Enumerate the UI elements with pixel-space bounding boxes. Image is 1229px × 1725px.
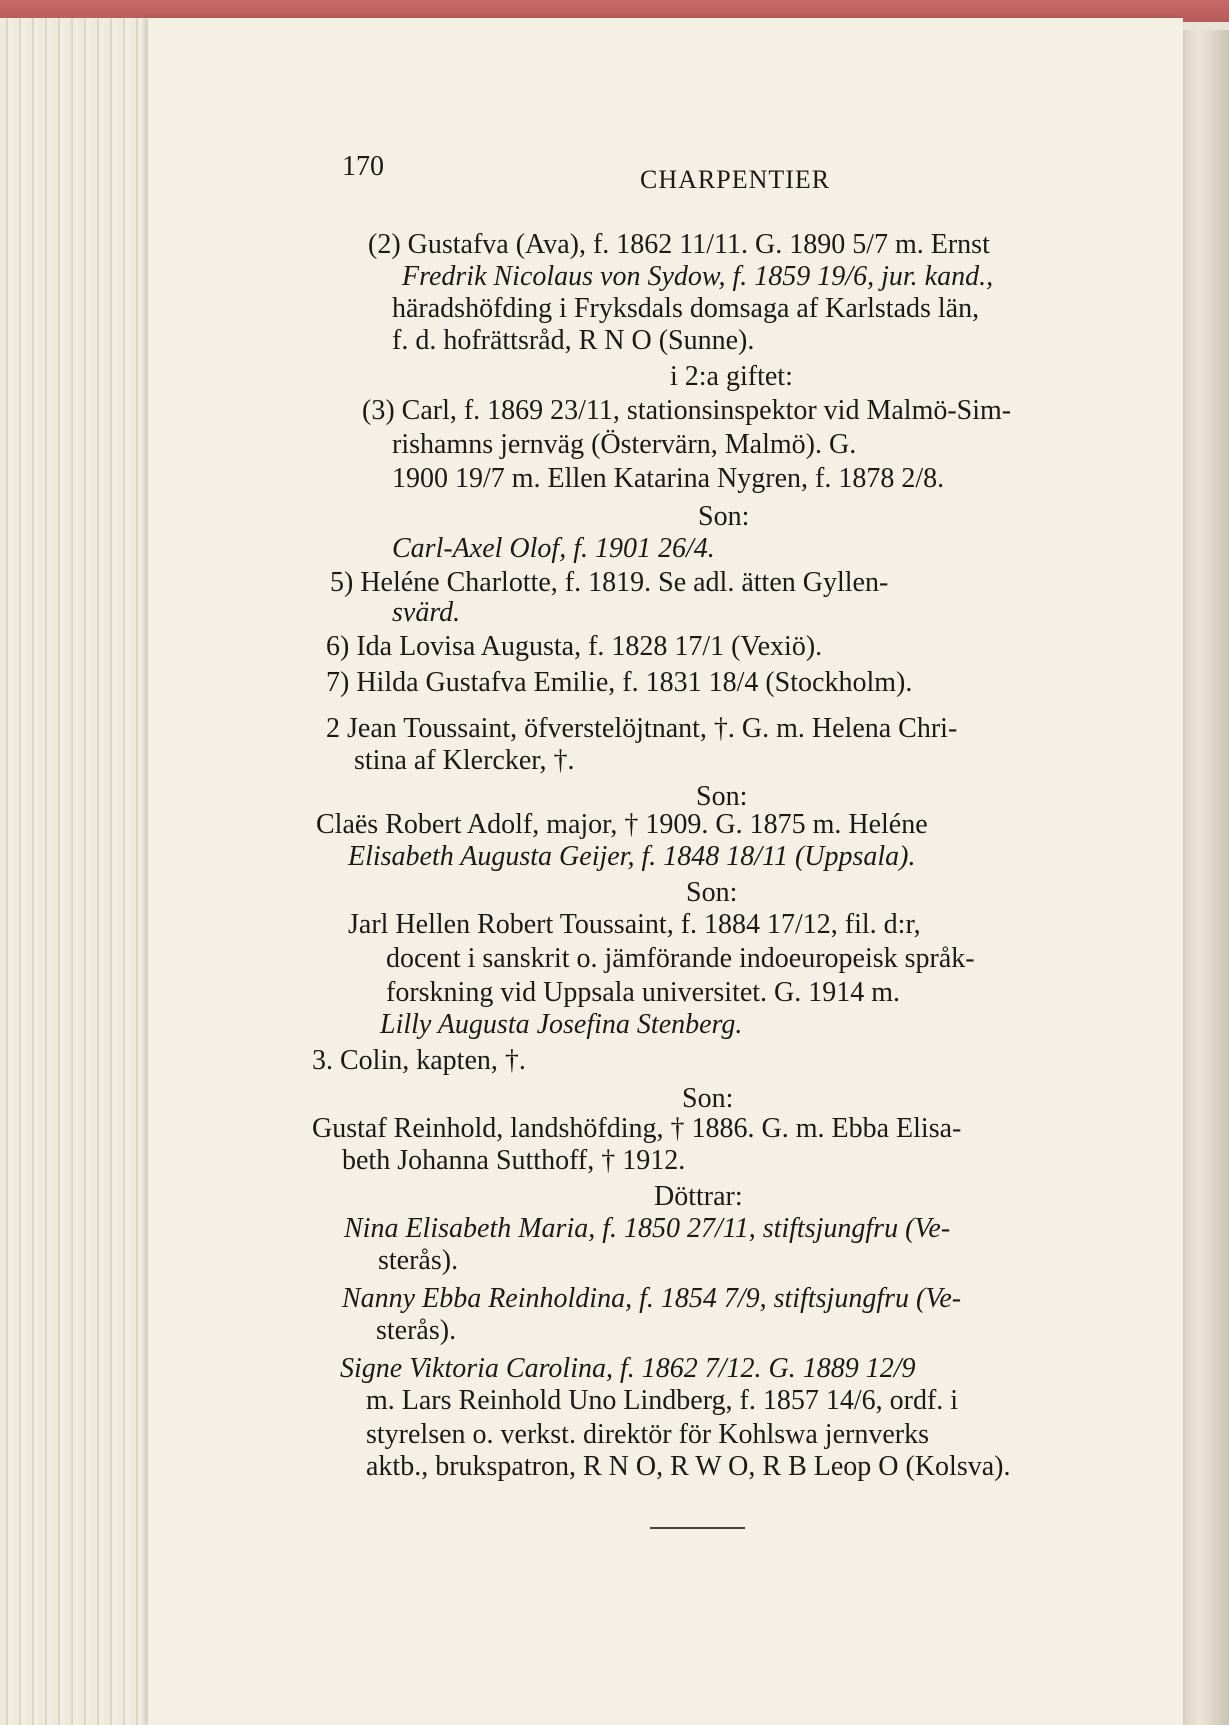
text-line: Elisabeth Augusta Geijer, f. 1848 18/11 (Uppsala).	[348, 841, 916, 872]
text-line: Lilly Augusta Josefina Stenberg.	[380, 1009, 743, 1040]
text-line: Son:	[682, 1083, 734, 1114]
page-stack-left	[0, 18, 160, 1725]
text-line: stina af Klercker, †.	[354, 745, 575, 776]
text-line: sterås).	[378, 1245, 459, 1276]
text-line: Son:	[696, 781, 748, 812]
text-line: Signe Viktoria Carolina, f. 1862 7/12. G. 1889 12/9	[340, 1353, 916, 1384]
text-line: häradshöfding i Fryksdals domsaga af Karlstads län,	[392, 293, 980, 324]
text-line: Jarl Hellen Robert Toussaint, f. 1884 17/12, fil. d:r,	[348, 909, 921, 940]
text-line: sterås).	[376, 1315, 457, 1346]
text-line: m. Lars Reinhold Uno Lindberg, f. 1857 14/6, ordf. i	[366, 1385, 959, 1416]
text-line: 1900 19/7 m. Ellen Katarina Nygren, f. 1878 2/8.	[392, 463, 945, 494]
text-line: 5) Heléne Charlotte, f. 1819. Se adl. ätten Gyllen-	[330, 567, 889, 598]
text-line: Fredrik Nicolaus von Sydow, f. 1859 19/6, jur. kand.,	[402, 261, 994, 292]
text-line: 6) Ida Lovisa Augusta, f. 1828 17/1 (Vexiö).	[326, 631, 823, 662]
text-line: beth Johanna Sutthoff, † 1912.	[342, 1145, 686, 1176]
text-line: f. d. hofrättsråd, R N O (Sunne).	[392, 325, 755, 356]
text-line: 7) Hilda Gustafva Emilie, f. 1831 18/4 (Stockholm).	[326, 667, 913, 698]
text-line: aktb., brukspatron, R N O, R W O, R B Leop O (Kolsva).	[366, 1451, 1011, 1482]
text-line: 2 Jean Toussaint, öfverstelöjtnant, †. G. m. Helena Chri-	[326, 713, 958, 744]
text-line: Nina Elisabeth Maria, f. 1850 27/11, stiftsjungfru (Ve-	[344, 1213, 951, 1244]
text-line: Nanny Ebba Reinholdina, f. 1854 7/9, stiftsjungfru (Ve-	[342, 1283, 962, 1314]
text-line: i 2:a giftet:	[670, 361, 793, 392]
text-line: 3. Colin, kapten, †.	[312, 1045, 526, 1076]
text-line: Carl-Axel Olof, f. 1901 26/4.	[392, 533, 715, 564]
text-line: Gustaf Reinhold, landshöfding, † 1886. G. m. Ebba Elisa-	[312, 1113, 962, 1144]
text-line: rishamns jernväg (Östervärn, Malmö). G.	[392, 429, 857, 460]
end-rule	[650, 1527, 745, 1529]
text-line: (3) Carl, f. 1869 23/11, stationsinspektor vid Malmö-Sim-	[362, 395, 1012, 426]
text-line: svärd.	[392, 597, 461, 628]
text-line: styrelsen o. verkst. direktör för Kohlswa jernverks	[366, 1419, 929, 1450]
text-line: docent i sanskrit o. jämförande indoeuropeisk språk-	[386, 943, 975, 974]
page-stack-right	[1179, 30, 1229, 1725]
text-line: Claës Robert Adolf, major, † 1909. G. 1875 m. Heléne	[316, 809, 928, 840]
text-line: Son:	[686, 877, 738, 908]
running-title: CHARPENTIER	[640, 165, 831, 194]
text-line: Son:	[698, 501, 750, 532]
text-line: Döttrar:	[654, 1181, 743, 1212]
text-line: (2) Gustafva (Ava), f. 1862 11/11. G. 1890 5/7 m. Ernst	[368, 229, 990, 260]
page-number: 170	[342, 151, 384, 182]
text-line: forskning vid Uppsala universitet. G. 1914 m.	[386, 977, 901, 1008]
